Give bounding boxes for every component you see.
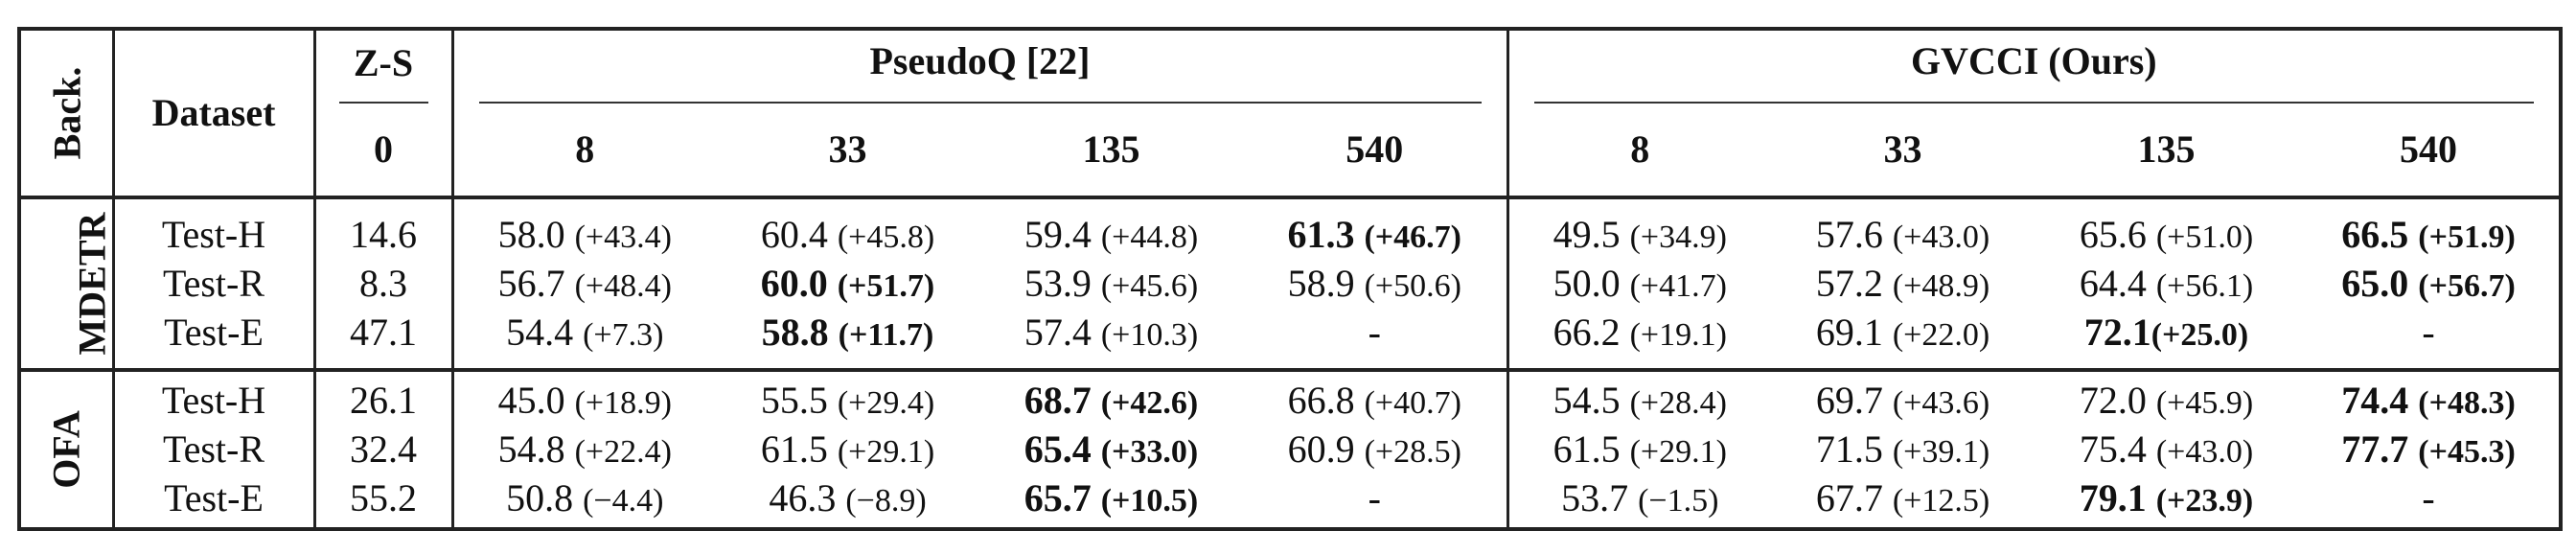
score-value: 57.6 [1815, 213, 1883, 256]
header-group-pseudoq-title: PseudoQ [22] [869, 39, 1091, 82]
score-delta: (−4.4) [583, 483, 664, 519]
score-value: 54.8 [497, 427, 565, 471]
score-delta: (+48.3) [2418, 385, 2516, 421]
score-delta: (+22.0) [1892, 317, 1990, 353]
table-body [19, 197, 2561, 529]
score-value: 59.4 [1024, 213, 1092, 256]
score-value: 72.1 [2083, 311, 2151, 354]
score-delta: (+56.7) [2418, 268, 2516, 304]
dataset-cell [113, 197, 314, 370]
score-delta: (+33.0) [1100, 434, 1199, 470]
table-cell [2035, 380, 2298, 422]
table-cell [1509, 428, 1772, 471]
table-cell [1509, 477, 1772, 519]
table-cell [1771, 263, 2035, 305]
score-value: 75.4 [2079, 427, 2147, 471]
table-cell [716, 263, 979, 305]
table-cell: Test-E [164, 311, 264, 354]
score-delta: (+43.6) [1892, 385, 1990, 421]
result-cell [1243, 197, 1507, 370]
score-value: 50.0 [1552, 262, 1621, 305]
score-delta: (+23.9) [2155, 483, 2254, 519]
table-cell: - [2422, 476, 2435, 519]
table-cell [716, 214, 979, 256]
score-delta: (+56.1) [2155, 268, 2254, 304]
score-value: 60.4 [760, 213, 828, 256]
score-value: 60.9 [1287, 427, 1355, 471]
score-value: 53.7 [1561, 476, 1629, 519]
score-value: 65.0 [2341, 262, 2409, 305]
header-gvcci-shot-540: 540 [2298, 104, 2561, 197]
score-delta: (+43.0) [1892, 219, 1990, 255]
score-value: 61.5 [1552, 427, 1621, 471]
result-cell [979, 197, 1243, 370]
result-cell [2298, 197, 2561, 370]
table-cell [1243, 263, 1506, 305]
backbone-label: OFA [44, 410, 88, 489]
score-delta: (−8.9) [845, 483, 927, 519]
score-delta: (+45.6) [1100, 268, 1199, 304]
table-cell [1771, 477, 2035, 519]
table-cell: 32.4 [350, 427, 417, 471]
score-value: 54.5 [1552, 379, 1621, 422]
section-row-mdetr [19, 197, 2561, 370]
table-cell [979, 214, 1243, 256]
result-cell [1507, 197, 1771, 370]
header-pseudoq-shot-135: 135 [979, 104, 1243, 197]
score-value: 64.4 [2079, 262, 2147, 305]
score-value: 45.0 [497, 379, 565, 422]
score-delta: (+10.5) [1100, 483, 1199, 519]
table-cell [1771, 214, 2035, 256]
table-cell [1771, 428, 2035, 471]
table-cell: Test-E [164, 476, 264, 519]
result-cell [716, 197, 979, 370]
table-cell [454, 477, 717, 519]
result-cell [2298, 370, 2561, 529]
zero-shot-cell [314, 197, 452, 370]
header-zero-shot-label: Z-S [353, 41, 414, 84]
score-delta: (+19.1) [1629, 317, 1727, 353]
table-cell [2035, 428, 2298, 471]
table-cell [2035, 477, 2298, 519]
table-cell [1771, 380, 2035, 422]
score-delta: (+51.7) [837, 268, 935, 304]
table-cell: - [1368, 476, 1381, 519]
score-value: 57.4 [1024, 311, 1092, 354]
table-cell: Test-R [162, 262, 265, 305]
table-cell [2035, 312, 2298, 354]
result-cell [1771, 197, 2035, 370]
score-value: 53.9 [1024, 262, 1092, 305]
table-cell [1771, 312, 2035, 354]
table-cell [1509, 380, 1772, 422]
table-cell [454, 380, 717, 422]
score-delta: (+18.9) [574, 385, 672, 421]
result-cell [1507, 370, 1771, 529]
table-cell [2298, 263, 2559, 305]
table-header [19, 29, 2561, 197]
table-cell [1243, 380, 1506, 422]
score-value: 74.4 [2341, 379, 2409, 422]
header-group-gvcci-rule [1534, 102, 2535, 104]
score-value: 66.2 [1552, 311, 1621, 354]
result-cell [1771, 370, 2035, 529]
zero-shot-cell [314, 370, 452, 529]
header-pseudoq-shot-8: 8 [452, 104, 716, 197]
score-delta: (+51.0) [2155, 219, 2254, 255]
table-cell [2035, 214, 2298, 256]
result-cell [979, 370, 1243, 529]
table-cell [716, 477, 979, 519]
header-backbone [19, 29, 113, 197]
table-cell [454, 312, 717, 354]
header-backbone-label: Back. [45, 66, 89, 160]
table-cell [1509, 312, 1772, 354]
score-value: 49.5 [1552, 213, 1621, 256]
table-cell: Test-H [161, 379, 266, 422]
score-value: 67.7 [1815, 476, 1883, 519]
score-value: 60.0 [760, 262, 828, 305]
score-value: 58.0 [497, 213, 565, 256]
score-value: 54.4 [506, 311, 574, 354]
header-gvcci-shot-135: 135 [2035, 104, 2298, 197]
score-value: 77.7 [2341, 427, 2409, 471]
score-delta: (+25.0) [2150, 317, 2249, 353]
result-cell [1243, 370, 1507, 529]
score-delta: (+29.4) [837, 385, 935, 421]
table-cell [1243, 214, 1506, 256]
table-cell: 47.1 [350, 311, 417, 354]
score-delta: (+12.5) [1892, 483, 1990, 519]
table-cell: 8.3 [359, 262, 407, 305]
header-dataset: Dataset [113, 29, 314, 197]
table-cell [2035, 263, 2298, 305]
table-cell [2298, 428, 2559, 471]
backbone-cell [19, 370, 113, 529]
score-delta: (+43.0) [2155, 434, 2254, 470]
score-delta: (+46.7) [1364, 219, 1462, 255]
table-cell [1509, 263, 1772, 305]
result-cell [2035, 370, 2298, 529]
score-value: 57.2 [1815, 262, 1883, 305]
table-cell: Test-H [161, 213, 266, 256]
score-delta: (+41.7) [1629, 268, 1727, 304]
backbone-label: MDETR [70, 212, 114, 356]
table-cell [979, 477, 1243, 519]
table-cell [454, 428, 717, 471]
header-zs-shot: 0 [314, 104, 452, 197]
score-value: 72.0 [2079, 379, 2147, 422]
score-delta: (+40.7) [1364, 385, 1461, 421]
score-delta: (+43.4) [574, 219, 672, 255]
dataset-cell [113, 370, 314, 529]
table-cell [716, 428, 979, 471]
result-cell [716, 370, 979, 529]
score-delta: (+45.8) [837, 219, 935, 255]
table-cell [2298, 380, 2559, 422]
score-delta: (+22.4) [574, 434, 672, 470]
header-group-pseudoq [452, 29, 1507, 104]
table-cell: - [1368, 311, 1381, 354]
backbone-cell [19, 197, 113, 370]
score-delta: (+10.3) [1100, 317, 1199, 353]
header-zero-shot [314, 29, 452, 104]
score-delta: (+45.3) [2418, 434, 2516, 470]
table-cell: Test-R [162, 427, 265, 471]
score-delta: (+29.1) [837, 434, 935, 470]
score-value: 56.7 [497, 262, 565, 305]
table-cell: 14.6 [350, 213, 417, 256]
score-value: 55.5 [760, 379, 828, 422]
score-value: 58.8 [761, 311, 829, 354]
score-value: 46.3 [769, 476, 837, 519]
score-value: 66.5 [2341, 213, 2409, 256]
score-delta: (+29.1) [1629, 434, 1727, 470]
header-group-pseudoq-rule [479, 102, 1482, 104]
table-cell [716, 380, 979, 422]
score-delta: (+28.4) [1629, 385, 1727, 421]
score-value: 58.9 [1287, 262, 1355, 305]
score-delta: (+34.9) [1629, 219, 1727, 255]
header-zero-shot-rule [339, 102, 428, 104]
header-pseudoq-shot-540: 540 [1243, 104, 1507, 197]
table-cell [716, 312, 979, 354]
score-value: 65.4 [1024, 427, 1092, 471]
score-delta: (+44.8) [1100, 219, 1199, 255]
table-cell [1509, 214, 1772, 256]
score-delta: (+48.9) [1892, 268, 1990, 304]
score-value: 50.8 [506, 476, 574, 519]
score-value: 71.5 [1815, 427, 1883, 471]
score-delta: (+39.1) [1892, 434, 1990, 470]
result-cell [452, 370, 716, 529]
results-table [17, 27, 2563, 531]
score-delta: (+51.9) [2418, 219, 2516, 255]
score-value: 69.7 [1815, 379, 1883, 422]
table-cell [979, 380, 1243, 422]
score-value: 65.6 [2079, 213, 2147, 256]
header-group-gvcci-title: GVCCI (Ours) [1910, 39, 2157, 82]
table-cell: 55.2 [350, 476, 417, 519]
score-value: 69.1 [1815, 311, 1883, 354]
score-delta: (−1.5) [1638, 483, 1719, 519]
table-cell [979, 428, 1243, 471]
score-value: 68.7 [1024, 379, 1092, 422]
score-delta: (+42.6) [1100, 385, 1199, 421]
score-delta: (+28.5) [1364, 434, 1461, 470]
header-gvcci-shot-8: 8 [1507, 104, 1771, 197]
table-cell [1243, 428, 1506, 471]
table-cell [2298, 214, 2559, 256]
score-value: 65.7 [1024, 476, 1092, 519]
score-delta: (+7.3) [583, 317, 664, 353]
section-row-ofa [19, 370, 2561, 529]
score-value: 61.5 [760, 427, 828, 471]
score-delta: (+48.4) [574, 268, 672, 304]
table-cell [454, 263, 717, 305]
table-cell [979, 263, 1243, 305]
header-gvcci-shot-33: 33 [1771, 104, 2035, 197]
result-cell [2035, 197, 2298, 370]
table-cell [454, 214, 717, 256]
score-delta: (+50.6) [1364, 268, 1461, 304]
header-group-gvcci [1507, 29, 2561, 104]
table-cell: - [2422, 311, 2435, 354]
table-cell [979, 312, 1243, 354]
score-delta: (+11.7) [838, 317, 934, 353]
table-cell: 26.1 [350, 379, 417, 422]
score-value: 61.3 [1287, 213, 1355, 256]
score-value: 66.8 [1287, 379, 1355, 422]
header-pseudoq-shot-33: 33 [716, 104, 979, 197]
score-delta: (+45.9) [2155, 385, 2254, 421]
score-value: 79.1 [2079, 476, 2147, 519]
result-cell [452, 197, 716, 370]
